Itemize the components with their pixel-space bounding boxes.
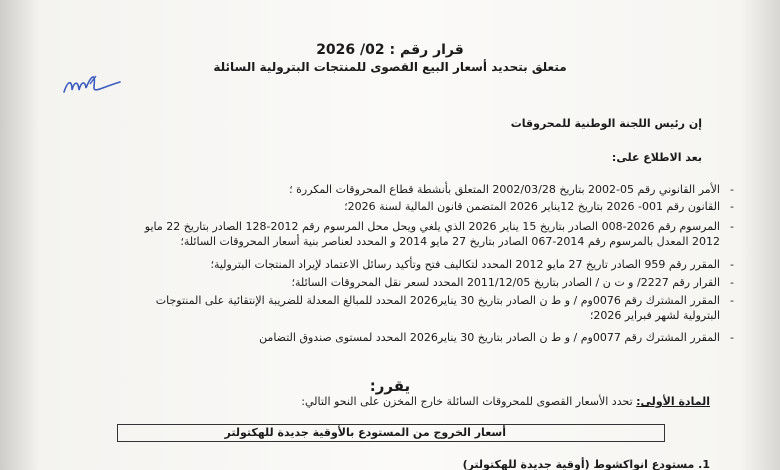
legal-reference-item	[100, 219, 734, 249]
legal-reference-line: القرار رقم 2227/ و ت ن / الصادر بتاريخ 2011/12/05 المحدد لسعر نقل المحروقات السائلة؛	[291, 276, 720, 289]
list-dash: -	[730, 183, 734, 196]
list-dash: -	[730, 200, 734, 213]
article-one-label: المادة الأولى:	[636, 395, 710, 408]
price-table-header-text: أسعار الخروج من المستودع بالأوقية جديدة للهكتولتر	[224, 426, 506, 439]
legal-reference-line: 2012 المعدل بالمرسوم رقم 2014-067 الصادر بتاريخ 27 مايو 2014 و المحدد لعناصر بنية أسعار المحروقات السائلة؛	[180, 235, 720, 248]
legal-reference-line: المقرر المشترك رقم 0076وم / و ط ن الصادر بتاريخ 30 يناير2026 المحدد للمبالغ المعدلة للضريبة الإنتقائية على المنتوجات	[155, 294, 720, 307]
handwritten-signature-icon	[60, 66, 130, 106]
nouakchott-depot-line: 1. مستودع انواكشوط (أوقية جديدة للهكتولتر)	[462, 458, 710, 470]
legal-reference-item	[100, 293, 734, 323]
legal-reference-line: البترولية لشهر فبراير 2026؛	[589, 309, 720, 322]
article-one	[301, 395, 710, 408]
legal-reference-item	[100, 330, 734, 345]
after-review-heading: بعد الاطلاع على:	[611, 151, 702, 164]
list-dash: -	[730, 294, 734, 307]
legal-reference-line: الأمر القانوني رقم 05-2002 بتاريخ 2002/03/28 المتعلق بأنشطة قطاع المحروقات المكررة ؛	[289, 183, 720, 196]
legal-reference-line: القانون رقم 001- 2026 بتاريخ 12يناير 2026 المتضمن قانون المالية لسنة 2026؛	[344, 200, 720, 213]
legal-reference-line: المرسوم رقم 2026-008 الصادر بتاريخ 15 يناير 2026 الذي يلغي ويحل محل المرسوم رقم 2012-128 الصادر بتاريخ 22 مايو	[144, 220, 720, 233]
legal-reference-item	[100, 199, 734, 214]
list-dash: -	[730, 220, 734, 233]
legal-reference-item	[100, 275, 734, 290]
legal-reference-item	[100, 257, 734, 272]
decision-title: قرار رقم : 02/ 2026	[316, 42, 464, 58]
list-dash: -	[730, 276, 734, 289]
price-table-header	[117, 424, 665, 442]
legal-reference-line: المقرر رقم 959 الصادر تاريخ 27 مايو 2012 المحدد لتكاليف فتح وتأكيد رسائل الاعتماد لإيراد المنتجات البترولية؛	[210, 258, 720, 271]
decision-subtitle: متعلق بتحديد أسعار البيع القصوى للمنتجات البترولية السائلة	[213, 60, 567, 74]
legal-reference-line: المقرر المشترك رقم 0077وم / و ط ن الصادر بتاريخ 30 يناير2026 المحدد لمستوى صندوق التضامن	[259, 331, 720, 344]
list-dash: -	[730, 258, 734, 271]
issuer-line: إن رئيس اللجنة الوطنية للمحروقات	[510, 117, 702, 130]
article-one-text: تحدد الأسعار القصوى للمحروقات السائلة خارج المخزن على النحو التالي:	[301, 395, 637, 408]
list-dash: -	[730, 331, 734, 344]
legal-reference-item	[100, 182, 734, 197]
decides-heading: يقرر:	[369, 377, 411, 395]
